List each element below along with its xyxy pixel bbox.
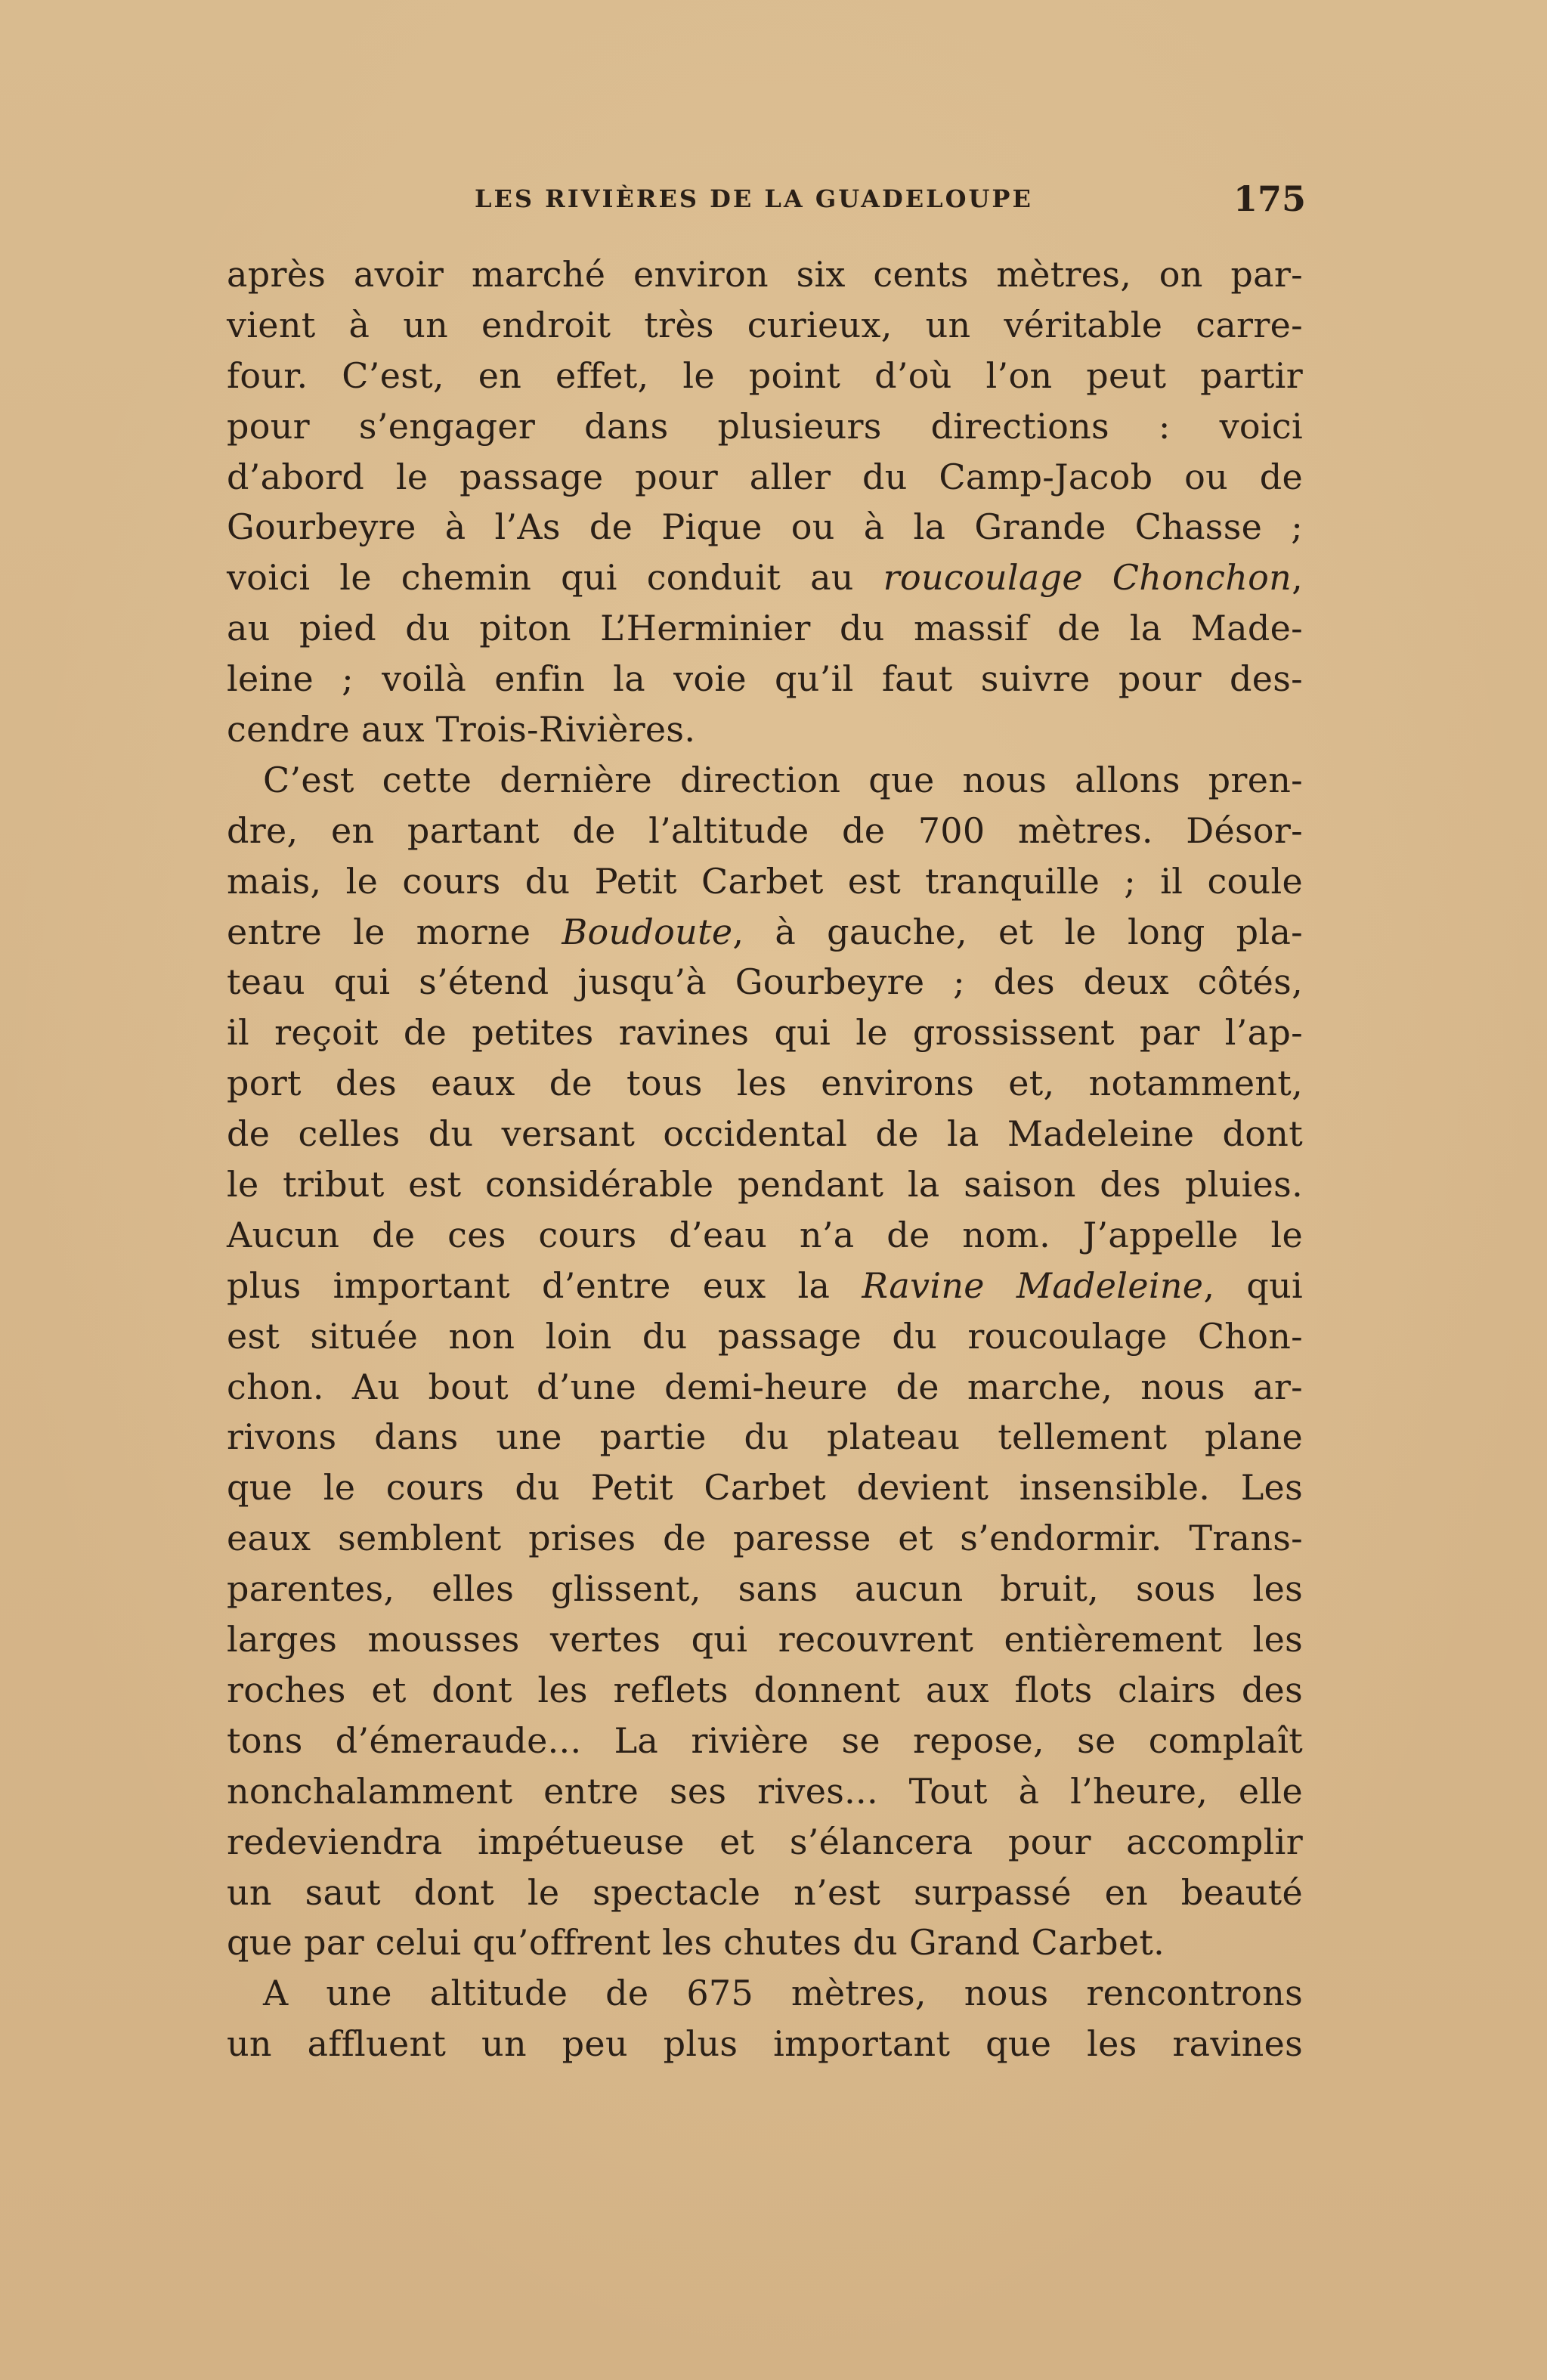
italic-term: roucoulage Chonchon [883,557,1292,599]
text-line: cendre aux Trois-Rivières. [227,709,696,751]
text-line: le tribut est considérable pendant la saison des pluies. [227,1164,1303,1205]
text-line: eaux semblent prises de paresse et s’endormir. Trans- [227,1518,1303,1559]
text-line [227,907,1303,958]
text-line: Aucun de ces cours d’eau n’a de nom. J’appelle le [227,1214,1303,1255]
text-line: un affluent un peu plus important que les ravines [227,2023,1303,2065]
text-line: A une altitude de 675 mètres, nous rencontrons [263,1973,1303,2014]
text-line: vient à un endroit très curieux, un véritable carre- [227,304,1303,345]
text-line: est située non loin du passage du roucoulage Chon- [227,1315,1303,1357]
text-segment: plus important d’entre eux la [227,1264,862,1306]
text-line: parentes, elles glissent, sans aucun bruit, sous les [227,1568,1303,1610]
text-line: dre, en partant de l’altitude de 700 mètres. Désor- [227,809,1303,851]
text-line: teau qui s’étend jusqu’à Gourbeyre ; des deux côtés, [227,961,1303,1003]
text-segment: entre le morne [227,911,562,952]
text-segment: , [1292,557,1303,599]
running-title: LES RIVIÈRES DE LA GUADELOUPE [475,184,1033,213]
text-line: port des eaux de tous les environs et, notamment, [227,1063,1303,1104]
text-line: un saut dont le spectacle n’est surpassé en beauté [227,1871,1303,1913]
text-segment: voici le chemin qui conduit au [227,557,883,599]
text-line: que par celui qu’offrent les chutes du Grand Carbet. [227,1922,1165,1964]
text-segment: , à gauche, et le long pla- [732,911,1304,952]
text-line: de celles du versant occidental de la Madeleine dont [227,1113,1303,1155]
text-line: C’est cette dernière direction que nous allons pren- [263,759,1303,800]
text-line: chon. Au bout d’une demi-heure de marche, nous ar- [227,1366,1303,1407]
text-line [227,1261,1303,1311]
text-line: leine ; voilà enfin la voie qu’il faut suivre pour des- [227,658,1303,700]
text-line: que le cours du Petit Carbet devient insensible. Les [227,1467,1303,1509]
text-line: pour s’engager dans plusieurs directions : voici [227,405,1303,447]
page-header [475,178,1306,224]
text-line: d’abord le passage pour aller du Camp-Jacob ou de [227,456,1303,497]
text-line: larges mousses vertes qui recouvrent entièrement les [227,1619,1303,1660]
page-number: 175 [1233,178,1306,219]
body-text [227,249,1303,2069]
text-line: four. C’est, en effet, le point d’où l’on peut partir [227,354,1303,396]
italic-term: Ravine Madeleine [862,1264,1204,1306]
italic-term: Boudoute [562,911,733,952]
text-line [227,552,1303,603]
text-line: il reçoit de petites ravines qui le grossissent par l’ap- [227,1012,1303,1054]
text-line: nonchalamment entre ses rives... Tout à l’heure, elle [227,1770,1303,1812]
text-line: tons d’émeraude... La rivière se repose, se complaît [227,1719,1303,1761]
text-line: redeviendra impétueuse et s’élancera pour accomplir [227,1821,1303,1862]
text-line: après avoir marché environ six cents mètres, on par- [227,254,1303,295]
text-line: rivons dans une partie du plateau tellement plane [227,1416,1303,1458]
text-line: mais, le cours du Petit Carbet est tranquille ; il coule [227,860,1303,902]
text-line: roches et dont les reflets donnent aux flots clairs des [227,1669,1303,1710]
text-line: Gourbeyre à l’As de Pique ou à la Grande Chasse ; [227,506,1303,548]
text-segment: , qui [1203,1264,1304,1306]
text-line: au pied du piton L’Herminier du massif de la Made- [227,608,1303,649]
